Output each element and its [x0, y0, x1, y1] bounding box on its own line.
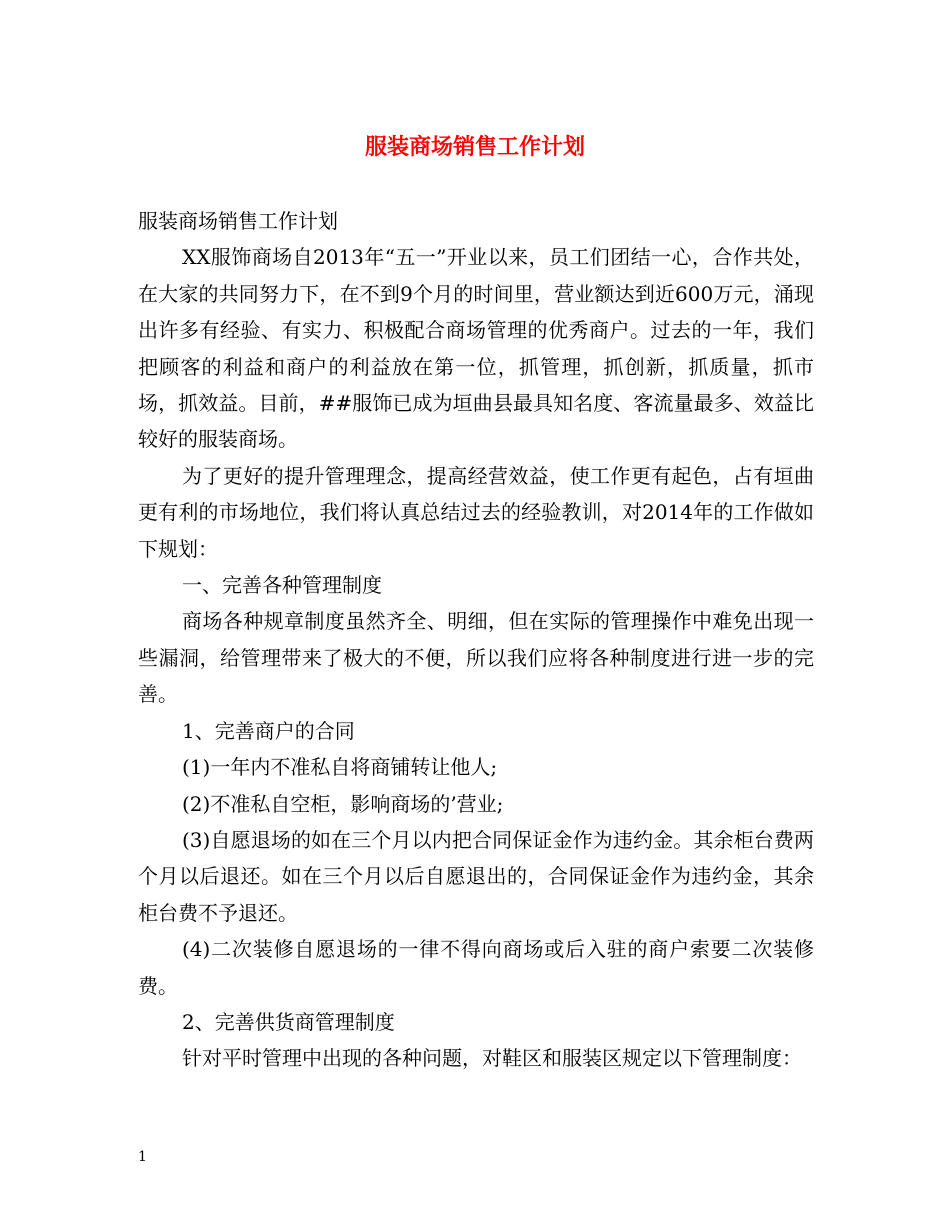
page-number: 1 [138, 1149, 147, 1165]
document-body [138, 203, 814, 1077]
paragraph-rules: 商场各种规章制度虽然齐全、明细，但在实际的管理操作中难免出现一些漏洞，给管理带来了极大的不便，所以我们应将各种制度进行进一步的完善。 [138, 609, 814, 707]
paragraph-intro: XX服饰商场自2013年“五一”开业以来，员工们团结一心，合作共处，在大家的共同努力下，在不到9个月的时间里，营业额达到近600万元，涌现出许多有经验、有实力、积极配合商场管理的优秀商户。过去的一年，我们把顾客的利益和商户的利益放在第一位，抓管理，抓创新，抓质量，抓市场，抓效益。目前，##服饰已成为垣曲县最具知名度、客流量最多、效益比较好的服装商场。 [138, 245, 814, 452]
list-item-2: (2)不准私自空柜，影响商场的’营业; [182, 791, 504, 816]
paragraph-plan: 为了更好的提升管理理念，提高经营效益，使工作更有起色，占有垣曲更有利的市场地位，我们将认真总结过去的经验教训，对2014年的工作做如下规划： [138, 463, 814, 561]
list-item-4: (4)二次装修自愿退场的一律不得向商场或后入驻的商户索要二次装修费。 [138, 937, 814, 998]
paragraph-subtitle: 服装商场销售工作计划 [138, 209, 338, 233]
document-title: 服装商场销售工作计划 [364, 134, 585, 160]
paragraph-supplier: 针对平时管理中出现的各种问题，对鞋区和服装区规定以下管理制度： [182, 1046, 802, 1071]
subsection-heading-1: 1、完善商户的合同 [182, 718, 355, 743]
subsection-heading-2: 2、完善供货商管理制度 [182, 1009, 395, 1034]
list-item-1: (1)一年内不准私自将商铺转让他人; [182, 755, 498, 780]
list-item-3: (3)自愿退场的如在三个月以内把合同保证金作为违约金。其余柜台费两个月以后退还。如在三个月以后自愿退出的，合同保证金作为违约金，其余柜台费不予退还。 [138, 827, 814, 925]
section-heading-1: 一、完善各种管理制度 [182, 573, 382, 598]
